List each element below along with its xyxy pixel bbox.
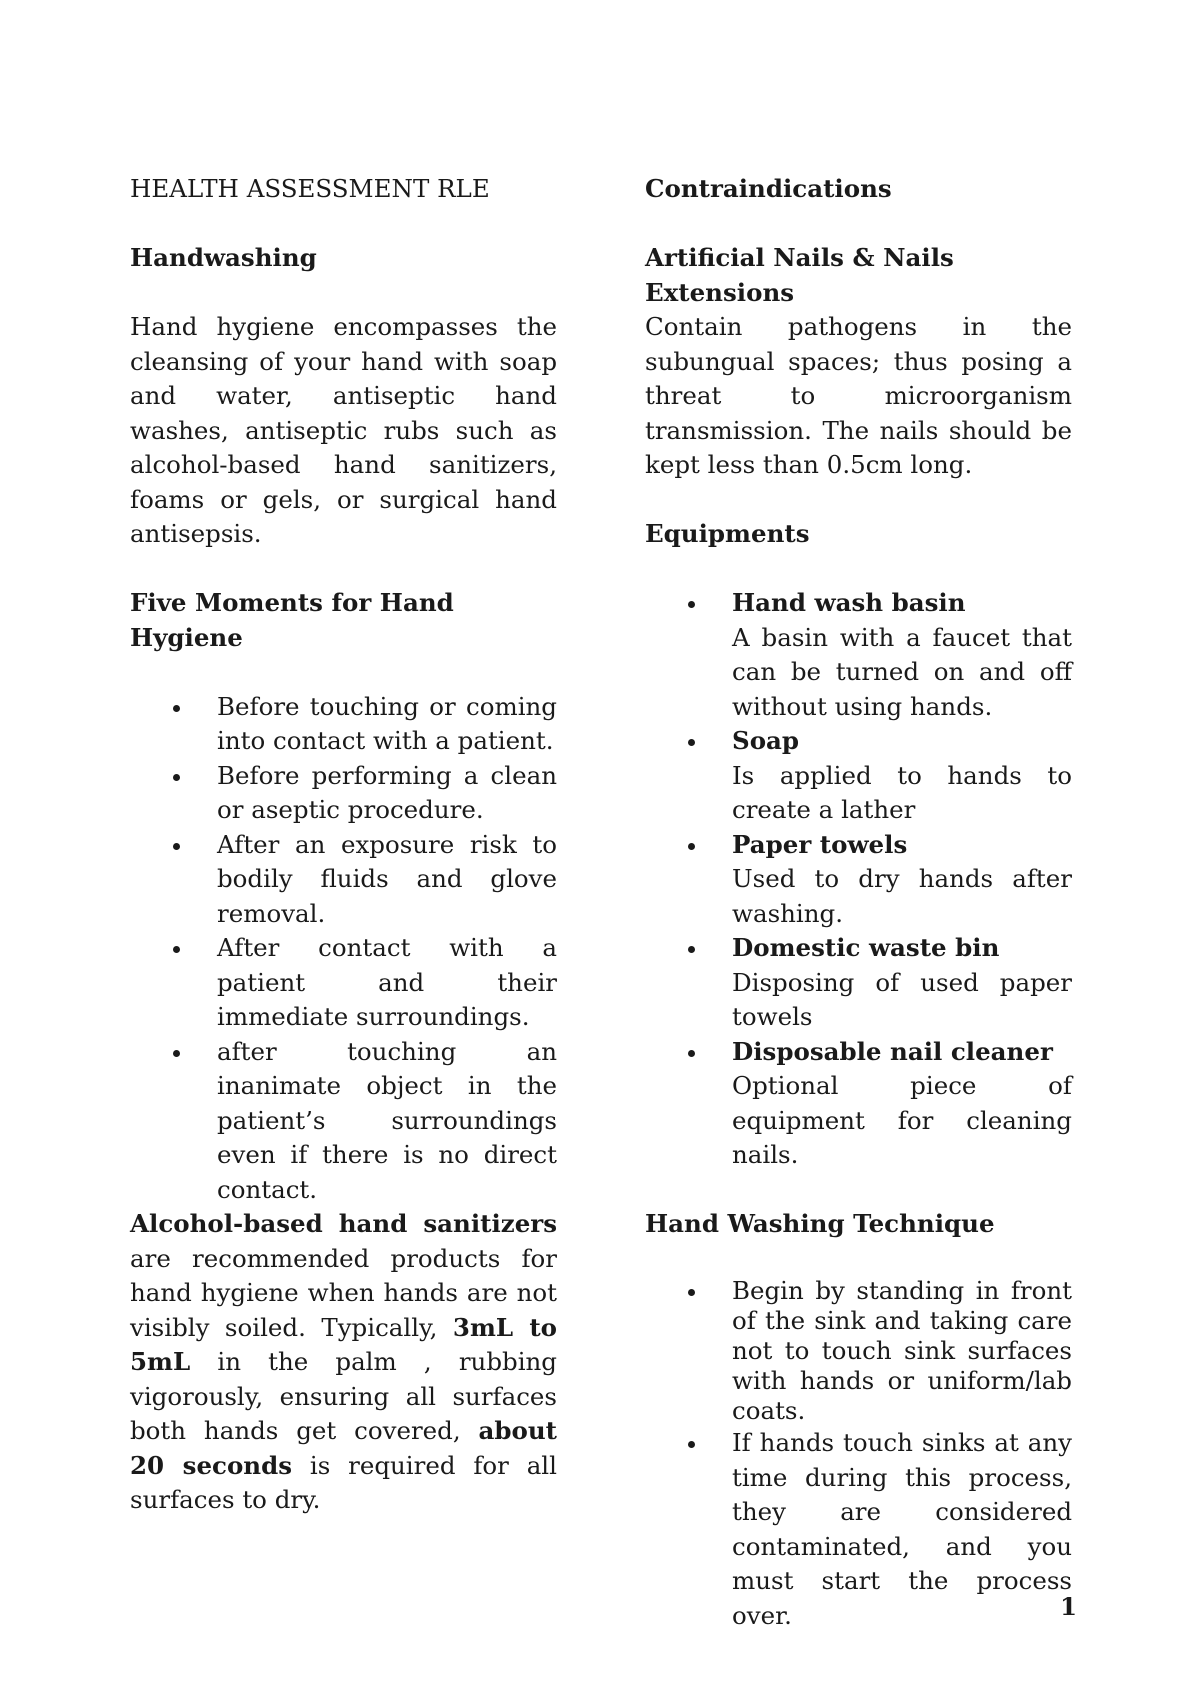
list-item: After contact with a patient and their immediate surroundings. [130,931,557,1035]
bullet-icon [688,739,695,746]
bullet-icon [173,705,180,712]
heading-contraindications: Contraindications [645,174,892,203]
nails-text: Contain pathogens in the subungual spaces; thus posing a threat to microorganism transmission. The nails should be kept less than 0.5cm long. [645,312,1072,479]
five-moments-list [130,690,557,1208]
list-item: Begin by standing in front of the sink and taking care not to touch sink surfaces with hands or uniform/lab coats. [645,1276,1072,1426]
list-item: Domestic waste bin Disposing of used paper towels [645,931,1072,1035]
list-item: Before touching or coming into contact with a patient. [130,690,557,759]
bullet-icon [173,946,180,953]
equipment-list [645,586,1072,1173]
heading-artificial-nails: Artificial Nails & Nails Extensions [645,243,954,307]
list-item: If hands touch sinks at any time during this process, they are considered contaminated, and you must start the process over. [645,1426,1072,1633]
bullet-icon [688,601,695,608]
heading-five-moments: Five Moments for Hand Hygiene [130,588,454,652]
list-item: after touching an inanimate object in the patient’s surroundings even if there is no direct contact. [130,1035,557,1208]
heading-hand-washing-technique: Hand Washing Technique [645,1209,995,1238]
bullet-icon [688,1289,695,1296]
bullet-icon [688,1441,695,1448]
bullet-icon [688,946,695,953]
list-item: Hand wash basin A basin with a faucet that can be turned on and off without using hands. [645,586,1072,724]
sanitizer-paragraph: Alcohol-based hand sanitizers are recommended products for hand hygiene when hands are not visibly soiled. Typically, 3mL to 5mL in the palm , rubbing vigorously, ensuring all surfaces both hands get covered, about 20 seconds is required for all surfaces to dry. [130,1209,557,1514]
bullet-icon [688,843,695,850]
bullet-icon [688,1050,695,1057]
left-column [130,172,557,1518]
list-item: Paper towels Used to dry hands after washing. [645,828,1072,932]
right-column [645,172,1072,1633]
list-item: Soap Is applied to hands to create a lather [645,724,1072,828]
hand-hygiene-intro: Hand hygiene encompasses the cleansing of your hand with soap and water, antiseptic hand washes, antiseptic rubs such as alcohol-based hand sanitizers, foams or gels, or surgical hand antisepsis. [130,312,557,548]
page-number: 1 [1060,1592,1078,1621]
list-item: After an exposure risk to bodily fluids and glove removal. [130,828,557,932]
heading-equipments: Equipments [645,519,810,548]
document-title: HEALTH ASSESSMENT RLE [130,174,490,203]
heading-handwashing: Handwashing [130,243,317,272]
list-item: Disposable nail cleaner Optional piece of equipment for cleaning nails. [645,1035,1072,1173]
bullet-icon [173,1050,180,1057]
bullet-icon [173,843,180,850]
bullet-icon [173,774,180,781]
technique-list [645,1276,1072,1633]
list-item: Before performing a clean or aseptic procedure. [130,759,557,828]
